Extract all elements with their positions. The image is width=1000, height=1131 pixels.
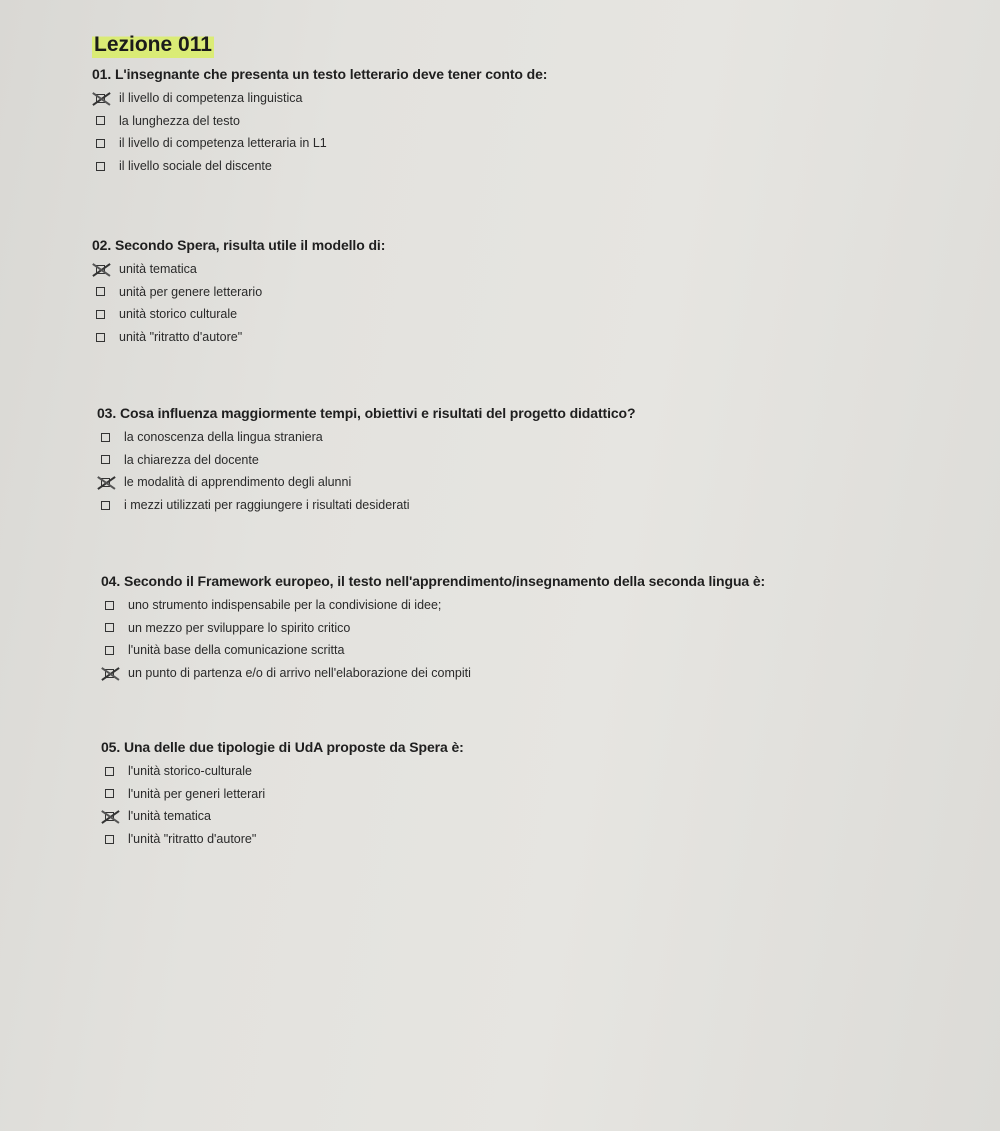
checkbox-icon[interactable]	[96, 333, 105, 342]
option[interactable]	[101, 760, 464, 783]
checkbox-icon[interactable]	[96, 162, 105, 171]
question-5	[101, 739, 464, 850]
option-label: unità storico culturale	[119, 307, 238, 322]
option[interactable]	[92, 281, 385, 304]
option[interactable]	[92, 132, 547, 155]
option[interactable]	[101, 617, 765, 640]
checkbox-icon[interactable]	[101, 501, 110, 510]
question-1	[92, 66, 547, 177]
checkbox-icon[interactable]	[96, 94, 105, 103]
option-label: la conoscenza della lingua straniera	[124, 430, 323, 445]
option[interactable]	[92, 110, 547, 133]
checkbox-icon[interactable]	[101, 478, 110, 487]
checkbox-icon[interactable]	[96, 287, 105, 296]
option-label: uno strumento indispensabile per la condivisione di idee;	[128, 598, 442, 613]
checkbox-icon[interactable]	[105, 789, 114, 798]
question-text: 03. Cosa influenza maggiormente tempi, obiettivi e risultati del progetto didattico?	[97, 405, 636, 421]
lesson-title: Lezione 011	[94, 33, 212, 56]
option-label: un punto di partenza e/o di arrivo nell'elaborazione dei compiti	[128, 666, 471, 681]
option[interactable]	[97, 449, 635, 472]
question-3	[97, 405, 635, 516]
option-label: unità tematica	[119, 262, 197, 277]
option-label: l'unità "ritratto d'autore"	[128, 832, 257, 847]
option[interactable]	[101, 662, 765, 685]
option-label: i mezzi utilizzati per raggiungere i risultati desiderati	[124, 498, 410, 513]
checkbox-icon[interactable]	[101, 455, 110, 464]
option-label: l'unità base della comunicazione scritta	[128, 643, 345, 658]
question-4	[101, 573, 765, 684]
option-label: l'unità tematica	[128, 809, 211, 824]
checkbox-icon[interactable]	[105, 767, 114, 776]
checkbox-icon[interactable]	[105, 835, 114, 844]
option-label: un mezzo per sviluppare lo spirito critico	[128, 620, 351, 635]
option[interactable]	[97, 494, 635, 517]
option[interactable]	[97, 426, 635, 449]
question-2	[92, 237, 385, 348]
checkbox-icon[interactable]	[96, 116, 105, 125]
option[interactable]	[92, 155, 547, 178]
option[interactable]	[101, 639, 765, 662]
option[interactable]	[101, 828, 464, 851]
option[interactable]	[97, 471, 635, 494]
option[interactable]	[101, 805, 464, 828]
option[interactable]	[92, 87, 547, 110]
checkbox-icon[interactable]	[105, 623, 114, 632]
checkbox-icon[interactable]	[101, 433, 110, 442]
option-label: il livello di competenza letteraria in L1	[119, 136, 327, 151]
option-label: il livello sociale del discente	[119, 159, 272, 174]
option[interactable]	[92, 258, 385, 281]
option-label: il livello di competenza linguistica	[119, 91, 303, 106]
option-label: le modalità di apprendimento degli alunni	[124, 475, 352, 490]
question-text: 01. L'insegnante che presenta un testo letterario deve tener conto de:	[92, 66, 548, 82]
checkbox-icon[interactable]	[105, 601, 114, 610]
option-label: la lunghezza del testo	[119, 113, 240, 128]
option-label: unità "ritratto d'autore"	[119, 330, 243, 345]
option-label: l'unità per generi letterari	[128, 786, 266, 801]
checkbox-icon[interactable]	[96, 265, 105, 274]
question-text: 02. Secondo Spera, risulta utile il modello di:	[92, 237, 386, 253]
checkbox-icon[interactable]	[105, 646, 114, 655]
question-text: 05. Una delle due tipologie di UdA proposte da Spera è:	[101, 739, 464, 755]
option[interactable]	[92, 326, 385, 349]
checkbox-icon[interactable]	[96, 139, 105, 148]
option-label: la chiarezza del docente	[124, 452, 259, 467]
option-label: l'unità storico-culturale	[128, 764, 252, 779]
option-label: unità per genere letterario	[119, 284, 263, 299]
option[interactable]	[92, 303, 385, 326]
option[interactable]	[101, 594, 765, 617]
question-text: 04. Secondo il Framework europeo, il testo nell'apprendimento/insegnamento della seconda lingua è:	[101, 573, 766, 589]
option[interactable]	[101, 783, 464, 806]
checkbox-icon[interactable]	[105, 812, 114, 821]
checkbox-icon[interactable]	[96, 310, 105, 319]
checkbox-icon[interactable]	[105, 669, 114, 678]
